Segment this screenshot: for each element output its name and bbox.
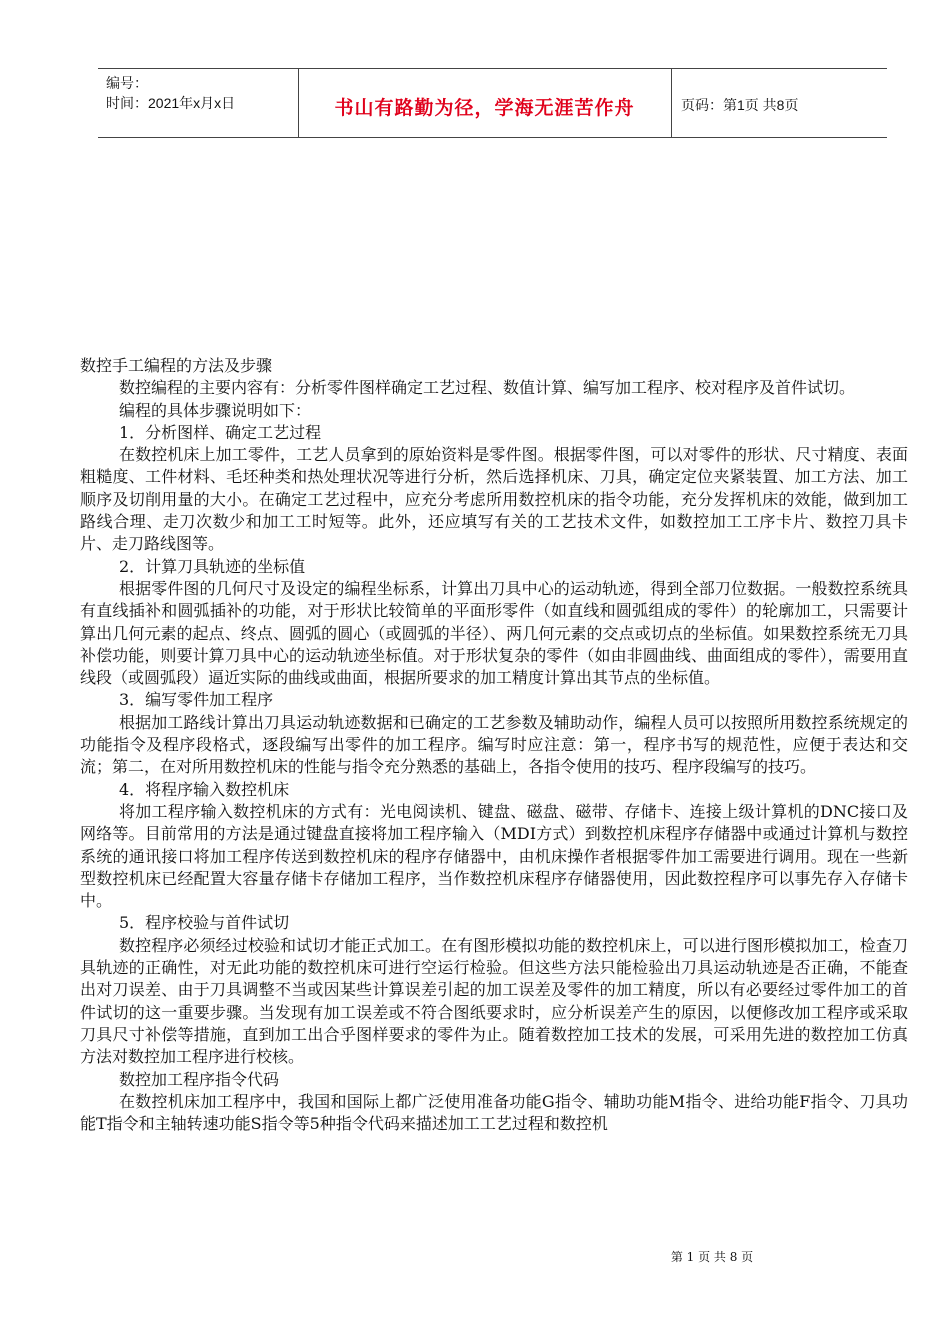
paragraph: 根据加工路线计算出刀具运动轨迹数据和已确定的工艺参数及辅助动作，编程人员可以按照所用数控系统规定的功能指令及程序段格式，逐段编写出零件的加工程序。编写时应注意：第一，程序书写的规范性，应便于表达和交流；第二，在对所用数控机床的性能与指令充分熟悉的基础上，各指令使用的技巧、程序段编写的技巧。: [80, 712, 908, 777]
page-footer: [0, 1248, 950, 1265]
section-heading: 2．计算刀具轨迹的坐标值: [119, 556, 306, 576]
paragraph: 数控编程的主要内容有：分析零件图样确定工艺过程、数值计算、编写加工程序、校对程序及首件试切。: [119, 378, 856, 398]
paragraph: 编程的具体步骤说明如下：: [119, 400, 312, 420]
document-date-label: 时间：2021年x月x日: [106, 95, 236, 111]
page-header: [98, 68, 887, 138]
header-right-cell: [671, 69, 887, 137]
paragraph: 在数控机床加工程序中，我国和国际上都广泛使用准备功能G指令、辅助功能M指令、进给功能F指令、刀具功能T指令和主轴转速功能S指令等5种指令代码来描述加工工艺过程和数控机: [80, 1091, 908, 1134]
paragraph: 在数控机床上加工零件，工艺人员拿到的原始资料是零件图。根据零件图，可以对零件的形状、尺寸精度、表面粗糙度、工件材料、毛坯种类和热处理状况等进行分析，然后选择机床、刀具，确定定位夹紧装置、加工方法、加工顺序及切削用量的大小。在确定工艺过程中，应充分考虑所用数控机床的指令功能，充分发挥机床的效能，做到加工路线合理、走刀次数少和加工工时短等。此外，还应填写有关的工艺技术文件，如数控加工工序卡片、数控刀具卡片、走刀路线图等。: [80, 445, 908, 554]
header-page-info: 页码：第1页 共8页: [681, 97, 799, 113]
document-number-label: 编号：: [106, 75, 148, 91]
section-heading: 3．编写零件加工程序: [119, 690, 274, 710]
paragraph: 根据零件图的几何尺寸及设定的编程坐标系，计算出刀具中心的运动轨迹，得到全部刀位数据。一般数控系统具有直线插补和圆弧插补的功能，对于形状比较简单的平面形零件（如直线和圆弧组成的零件）的轮廓加工，只需要计算出几何元素的起点、终点、圆弧的圆心（或圆弧的半径）、两几何元素的交点或切点的坐标值。如果数控系统无刀具补偿功能，则要计算刀具中心的运动轨迹坐标值。对于形状复杂的零件（如由非圆曲线、曲面组成的零件），需要用直线段（或圆弧段）逼近实际的曲线或曲面，根据所要求的加工精度计算出其节点的坐标值。: [80, 578, 908, 688]
header-left-cell: [98, 69, 299, 137]
section-heading: 1．分析图样、确定工艺过程: [119, 422, 322, 442]
header-motto: 书山有路勤为径，学海无涯苦作舟: [334, 97, 635, 119]
paragraph: 数控程序必须经过校验和试切才能正式加工。在有图形模拟功能的数控机床上，可以进行图形模拟加工，检查刀具轨迹的正确性，对无此功能的数控机床可进行空运行检验。但这些方法只能检验出刀具运动轨迹是否正确，不能查出对刀误差、由于刀具调整不当或因某些计算误差引起的加工误差及零件的加工精度，所以有必要经过零件加工的首件试切的这一重要步骤。当发现有加工误差或不符合图纸要求时，应分析误差产生的原因，以便修改加工程序或采取刀具尺寸补偿等措施，直到加工出合乎图样要求的零件为止。随着数控加工技术的发展，可采用先进的数控加工仿真方法对数控加工程序进行校核。: [80, 935, 908, 1067]
section-heading: 数控加工程序指令代码: [119, 1069, 280, 1089]
document-title: 数控手工编程的方法及步骤: [80, 356, 273, 375]
document-body: [80, 355, 908, 1135]
paragraph: 将加工程序输入数控机床的方式有：光电阅读机、键盘、磁盘、磁带、存储卡、连接上级计算机的DNC接口及网络等。目前常用的方法是通过键盘直接将加工程序输入（MDI方式）到数控机床程序存储器中或通过计算机与数控系统的通讯接口将加工程序传送到数控机床的程序存储器中，由机床操作者根据零件加工需要进行调用。现在一些新型数控机床已经配置大容量存储卡存储加工程序，当作数控机床程序存储器使用，因此数控程序可以事先存入存储卡中。: [80, 801, 908, 911]
header-middle-cell: [298, 69, 672, 137]
footer-page-number: 第 1 页 共 8 页: [670, 1250, 754, 1264]
section-heading: 4．将程序输入数控机床: [119, 779, 290, 799]
section-heading: 5．程序校验与首件试切: [119, 913, 290, 933]
